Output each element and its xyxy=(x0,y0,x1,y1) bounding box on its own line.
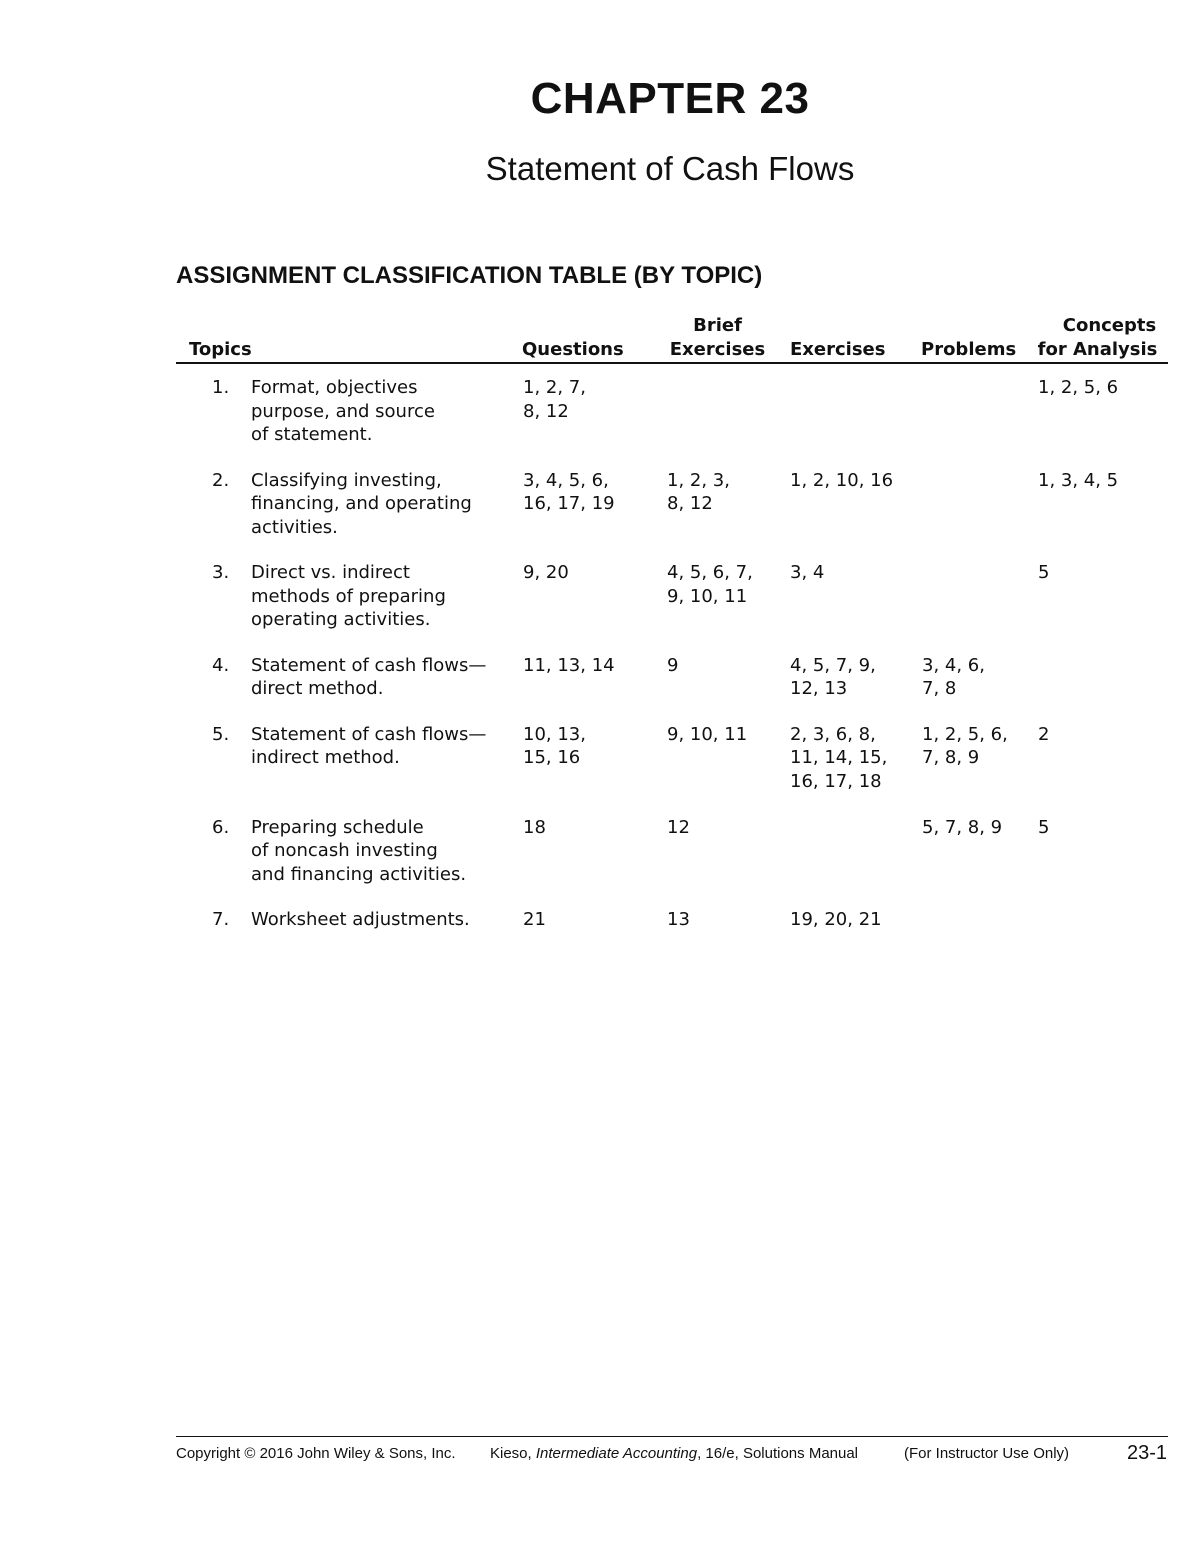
header-brief-exercises-line1: Brief xyxy=(693,315,742,336)
table-row-5 xyxy=(176,723,1168,816)
footer-rule xyxy=(176,1436,1168,1437)
row-questions: 1, 2, 7, 8, 12 xyxy=(523,377,586,422)
footer-author: Kieso, xyxy=(490,1445,536,1462)
row-concepts: 1, 3, 4, 5 xyxy=(1038,469,1119,491)
table-row-6 xyxy=(176,816,1168,909)
row-exercises: 3, 4 xyxy=(790,562,825,583)
row-questions: 18 xyxy=(523,816,546,838)
row-brief-exercises: 12 xyxy=(667,816,690,838)
chapter-subtitle: Statement of Cash Flows xyxy=(485,150,855,187)
row-exercises: 2, 3, 6, 8, 11, 14, 15, 16, 17, 18 xyxy=(790,723,888,792)
row-exercises: 4, 5, 7, 9, 12, 13 xyxy=(790,654,876,699)
table-row-4 xyxy=(176,654,1168,723)
row-exercises: 1, 2, 10, 16 xyxy=(790,469,894,491)
header-concepts-for-analysis xyxy=(1036,314,1159,362)
header-brief-exercises-line2: Exercises xyxy=(669,339,766,360)
header-questions: Questions xyxy=(522,339,624,360)
classification-table xyxy=(176,376,1168,954)
row-brief-exercises: 9 xyxy=(667,654,679,676)
row-brief-exercises: 1, 2, 3, 8, 12 xyxy=(667,469,730,514)
row-questions: 11, 13, 14 xyxy=(523,654,615,676)
row-number: 3. xyxy=(212,562,230,583)
row-problems: 3, 4, 6, 7, 8 xyxy=(922,654,985,699)
footer-instructor-note: (For Instructor Use Only) xyxy=(904,1445,1070,1462)
header-problems: Problems xyxy=(921,339,1017,360)
row-topic: Format, objectives purpose, and source of statement. xyxy=(251,377,435,445)
row-number: 2. xyxy=(212,469,230,491)
section-heading: ASSIGNMENT CLASSIFICATION TABLE (BY TOPIC) xyxy=(176,262,763,289)
header-concepts-line2: for Analysis xyxy=(1037,339,1158,360)
table-row-1 xyxy=(176,376,1168,469)
row-concepts: 1, 2, 5, 6 xyxy=(1038,377,1119,398)
row-number: 7. xyxy=(212,909,230,930)
row-brief-exercises: 4, 5, 6, 7, 9, 10, 11 xyxy=(667,562,753,607)
header-exercises: Exercises xyxy=(790,339,886,360)
row-questions: 3, 4, 5, 6, 16, 17, 19 xyxy=(523,469,615,514)
row-questions: 21 xyxy=(523,909,546,930)
page-number: 23-1 xyxy=(1126,1442,1167,1464)
row-number: 4. xyxy=(212,654,230,676)
row-topic: Classifying investing, financing, and operating activities. xyxy=(251,469,472,538)
row-concepts: 5 xyxy=(1038,816,1050,838)
table-row-3 xyxy=(176,561,1168,654)
row-questions: 9, 20 xyxy=(523,562,569,583)
footer-book-reference xyxy=(490,1445,858,1462)
row-concepts: 5 xyxy=(1038,562,1050,583)
table-row-2 xyxy=(176,469,1168,562)
footer-manual: , Solutions Manual xyxy=(734,1445,859,1462)
row-problems: 1, 2, 5, 6, 7, 8, 9 xyxy=(922,723,1008,768)
row-concepts: 2 xyxy=(1038,723,1050,745)
table-row-7 xyxy=(176,908,1168,954)
row-number: 5. xyxy=(212,723,230,745)
header-rule xyxy=(176,362,1168,364)
footer-copyright: Copyright © 2016 John Wiley & Sons, Inc. xyxy=(176,1445,456,1462)
row-number: 6. xyxy=(212,816,230,838)
header-concepts-line1: Concepts xyxy=(1062,315,1157,336)
row-topic: Statement of cash flows— indirect method. xyxy=(251,723,487,768)
row-topic: Preparing schedule of noncash investing and financing activities. xyxy=(251,816,467,885)
row-brief-exercises: 13 xyxy=(667,909,690,930)
row-topic: Direct vs. indirect methods of preparing operating activities. xyxy=(251,562,446,630)
header-brief-exercises xyxy=(668,314,767,362)
footer-book-title: Intermediate Accounting xyxy=(535,1445,698,1462)
row-topic: Statement of cash flows— direct method. xyxy=(251,654,487,699)
header-topics: Topics xyxy=(189,339,252,360)
row-problems: 5, 7, 8, 9 xyxy=(922,816,1003,838)
row-questions: 10, 13, 15, 16 xyxy=(523,723,586,768)
row-number: 1. xyxy=(212,377,230,398)
row-exercises: 19, 20, 21 xyxy=(790,909,882,930)
row-topic: Worksheet adjustments. xyxy=(251,909,470,930)
row-brief-exercises: 9, 10, 11 xyxy=(667,723,748,745)
footer-edition: , 16/e xyxy=(697,1445,735,1462)
chapter-title: CHAPTER 23 xyxy=(530,74,810,123)
